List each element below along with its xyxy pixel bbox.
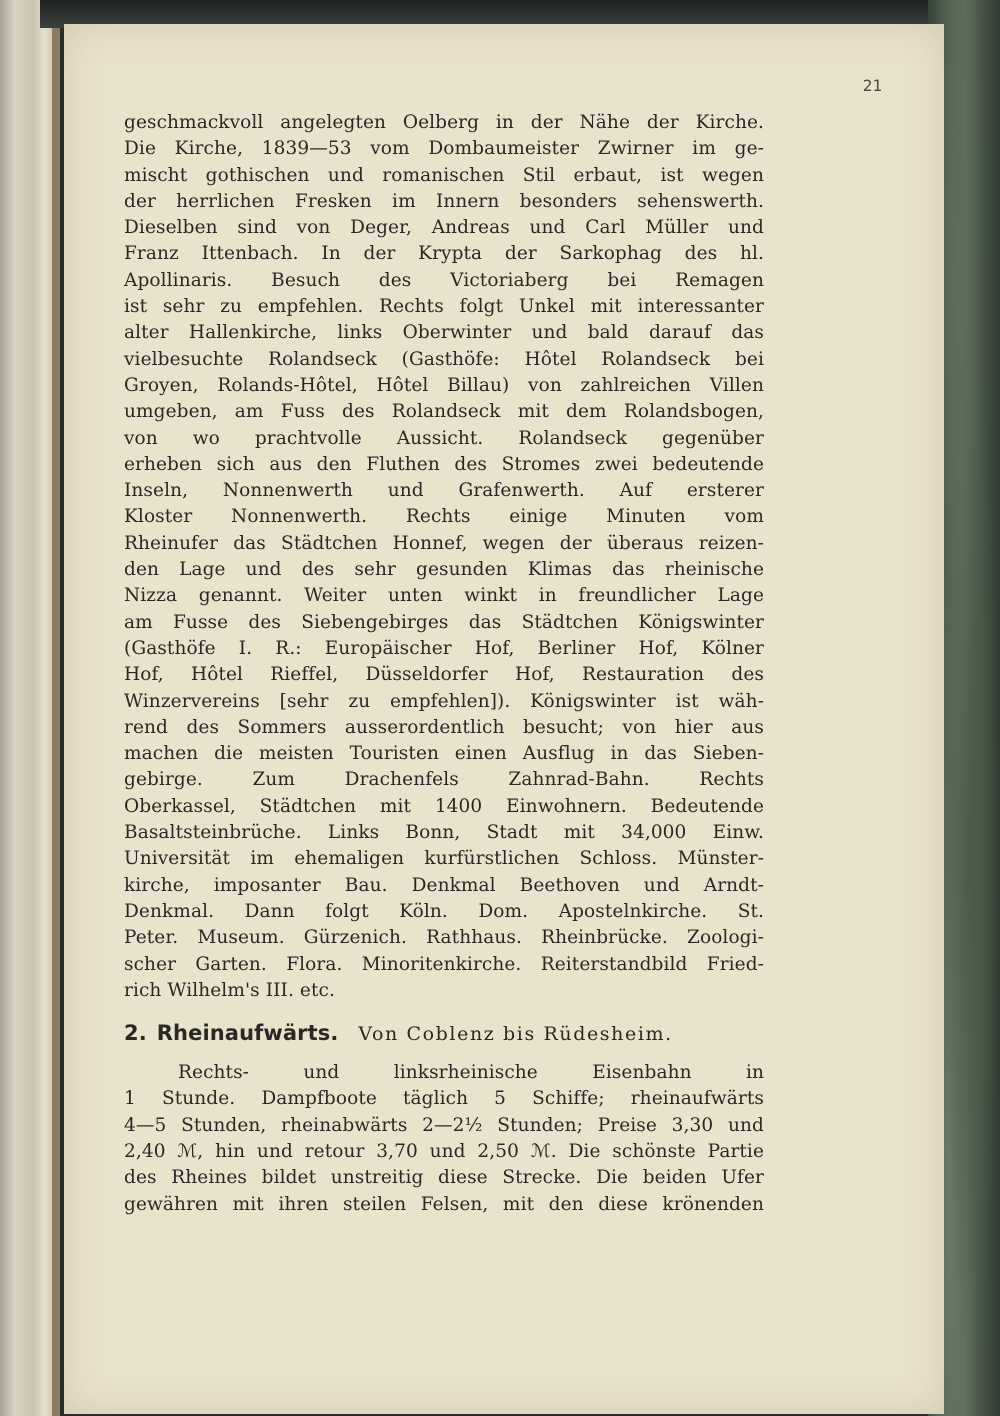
text-line: gebirge. Zum Drachenfels Zahnrad-Bahn. Rechts (124, 769, 764, 791)
section-heading (124, 1020, 764, 1050)
text-line: Rheinufer das Städtchen Honnef, wegen der überaus reizen- (124, 532, 764, 554)
text-line: gewähren mit ihren steilen Felsen, mit den diese krönenden (124, 1193, 764, 1215)
text-line: den Lage und des sehr gesunden Klimas das rheinische (124, 559, 764, 581)
text-line: Kloster Nonnenwerth. Rechts einige Minuten vom (124, 506, 764, 528)
text-line: Groyen, Rolands-Hôtel, Hôtel Billau) von zahlreichen Villen (124, 374, 764, 396)
text-line: Nizza genannt. Weiter unten winkt in freundlicher Lage (124, 585, 764, 607)
text-line: Winzervereins [sehr zu empfehlen]). Königswinter ist wäh- (124, 690, 764, 712)
text-line: Franz Ittenbach. In der Krypta der Sarkophag des hl. (124, 243, 764, 265)
text-line: rend des Sommers ausserordentlich besucht; von hier aus (124, 716, 764, 738)
text-line: machen die meisten Touristen einen Ausflug in das Sieben- (124, 743, 764, 765)
text-line: alter Hallenkirche, links Oberwinter und bald darauf das (124, 322, 764, 344)
text-line: kirche, imposanter Bau. Denkmal Beethoven und Arndt- (124, 874, 764, 896)
section-subtitle: Von Coblenz bis Rüdesheim. (358, 1023, 673, 1046)
text-line: am Fusse des Siebengebirges das Städtchen Königswinter (124, 611, 764, 633)
text-line: von wo prachtvolle Aussicht. Rolandseck gegenüber (124, 427, 764, 449)
section-number: 2. (124, 1021, 147, 1046)
text-line: geschmackvoll angelegten Oelberg in der Nähe der Kirche. (124, 112, 764, 133)
text-line: Peter. Museum. Gürzenich. Rathhaus. Rheinbrücke. Zoologi- (124, 927, 764, 949)
text-line: 4—5 Stunden, rheinabwärts 2—2½ Stunden; Preise 3,30 und (124, 1114, 764, 1136)
section-title: Rheinaufwärts. (156, 1021, 339, 1046)
text-line: 2,40 ℳ, hin und retour 3,70 und 2,50 ℳ. Die schönste Partie (124, 1140, 764, 1162)
text-line: Apollinaris. Besuch des Victoriaberg bei Remagen (124, 269, 764, 291)
text-line: scher Garten. Flora. Minoritenkirche. Reiterstandbild Fried- (124, 953, 764, 975)
page-text (124, 110, 764, 1218)
text-line: (Gasthöfe I. R.: Europäischer Hof, Berliner Hof, Kölner (124, 637, 764, 659)
text-line: Dieselben sind von Deger, Andreas und Carl Müller und (124, 217, 764, 239)
text-line: vielbesuchte Rolandseck (Gasthöfe: Hôtel Rolandseck bei (124, 348, 764, 370)
book-left-edge (0, 0, 60, 1416)
text-line: Die Kirche, 1839—53 vom Dombaumeister Zwirner im ge- (124, 138, 764, 160)
text-line: 1 Stunde. Dampfboote täglich 5 Schiffe; rheinaufwärts (124, 1088, 764, 1110)
text-line: Rechts- und linksrheinische Eisenbahn in (178, 1062, 764, 1084)
text-line: der herrlichen Fresken im Innern besonders sehenswerth. (124, 190, 764, 212)
text-line: Oberkassel, Städtchen mit 1400 Einwohnern. Bedeutende (124, 795, 764, 817)
text-line: Hof, Hôtel Rieffel, Düsseldorfer Hof, Restauration des (124, 664, 764, 686)
page-number: 21 (862, 76, 882, 95)
text-line: des Rheines bildet unstreitig diese Strecke. Die beiden Ufer (124, 1167, 764, 1189)
text-line: umgeben, am Fuss des Rolandseck mit dem Rolandsbogen, (124, 401, 764, 423)
text-line: ist sehr zu empfehlen. Rechts folgt Unkel mit interessanter (124, 296, 764, 318)
text-line: mischt gothischen und romanischen Stil erbaut, ist wegen (124, 164, 764, 186)
text-line: Universität im ehemaligen kurfürstlichen Schloss. Münster- (124, 848, 764, 870)
text-line: Inseln, Nonnenwerth und Grafenwerth. Auf ersterer (124, 480, 764, 502)
text-line: rich Wilhelm's III. etc. (124, 979, 335, 1001)
text-line: erheben sich aus den Fluthen des Stromes zwei bedeutende (124, 453, 764, 475)
text-line: Basaltsteinbrüche. Links Bonn, Stadt mit 34,000 Einw. (124, 822, 764, 844)
text-line: Denkmal. Dann folgt Köln. Dom. Apostelnkirche. St. (124, 900, 764, 922)
book-binding (52, 0, 60, 1416)
